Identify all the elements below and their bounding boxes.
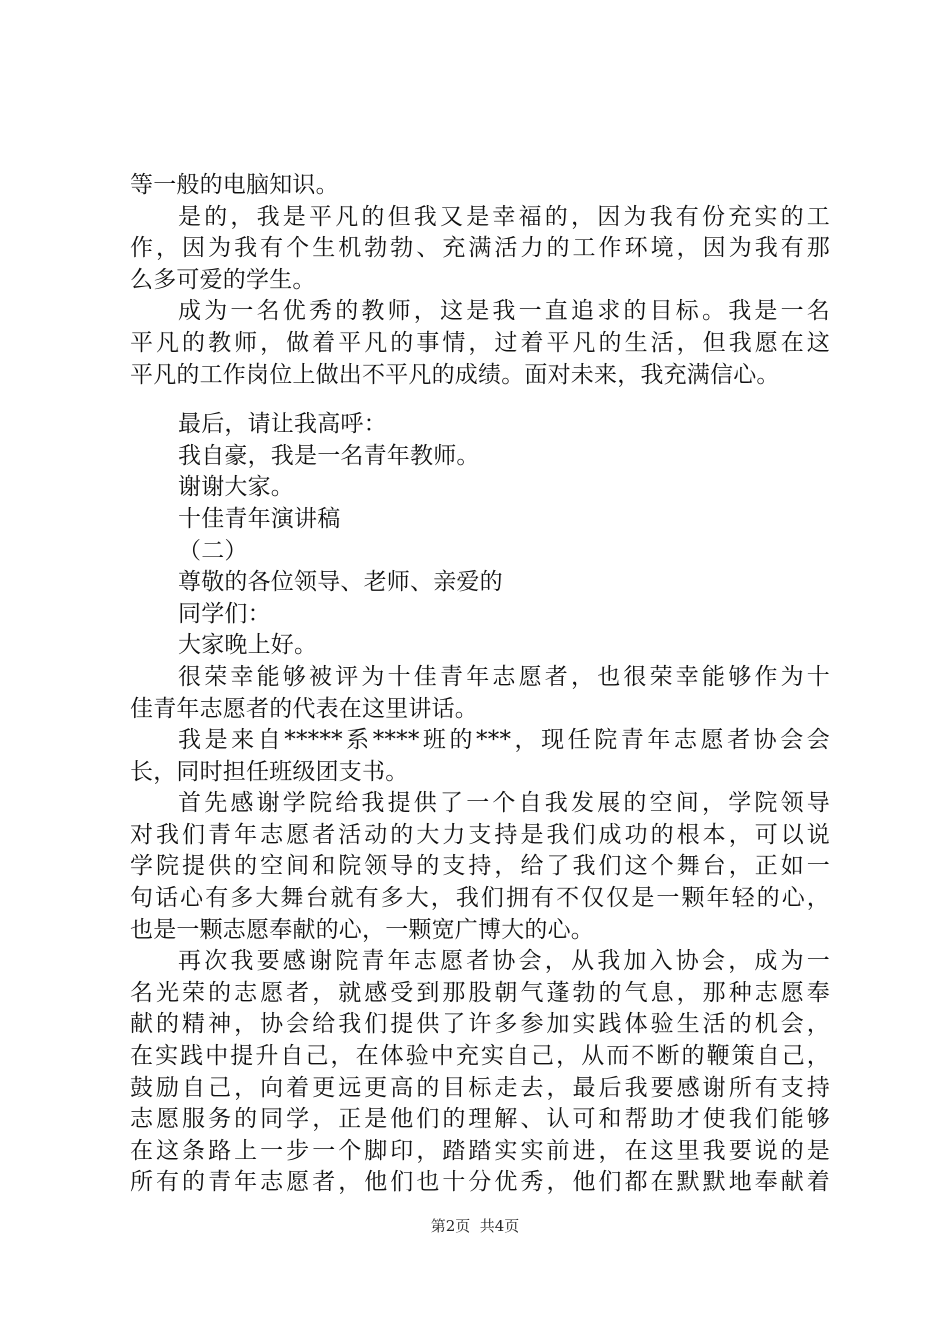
text-line: 所有的青年志愿者，他们也十分优秀，他们都在默默地奉献着 [130,1169,830,1196]
text-line: 在实践中提升自己，在体验中充实自己，从而不断的鞭策自己， [130,1043,830,1070]
paragraph [130,725,830,788]
text-line: 我自豪，我是一名青年教师。 [178,442,480,469]
text-line: 佳青年志愿者的代表在这里讲话。 [130,695,478,722]
text-line: 我是来自*****系****班的***，现任院青年志愿者协会会 [178,727,830,754]
paragraph [130,567,830,599]
text-line: 鼓励自己，向着更远更高的目标走去，最后我要感谢所有支持 [130,1074,830,1101]
text-line: 作，因为我有个生机勃勃、充满活力的工作环境，因为我有那 [130,235,830,262]
text-line: 平凡的工作岗位上做出不平凡的成绩。面对未来，我充满信心。 [130,361,780,388]
text-line: 对我们青年志愿者活动的大力支持是我们成功的根本，可以说 [130,821,830,848]
text-line: 么多可爱的学生。 [130,266,316,293]
text-line: 献的精神，协会给我们提供了许多参加实践体验生活的机会， [130,1011,830,1038]
document-body [130,170,830,1199]
text-line: 也是一颗志愿奉献的心，一颗宽广博大的心。 [130,916,594,943]
paragraph [130,170,830,202]
text-line: 句话心有多大舞台就有多大，我们拥有不仅仅是一颗年轻的心， [130,885,830,912]
text-line: 长，同时担任班级团支书。 [130,758,409,785]
text-line: 同学们： [178,600,271,627]
paragraph [130,536,830,568]
paragraph [130,946,830,1199]
paragraph [130,472,830,504]
paragraph [130,504,830,536]
page-footer: 第2页 共4页 [430,1217,520,1235]
text-line: 是的，我是平凡的但我又是幸福的，因为我有份充实的工 [178,203,830,230]
text-line: 成为一名优秀的教师，这是我一直追求的目标。我是一名 [178,298,830,325]
paragraph [130,409,830,441]
text-line: 再次我要感谢院青年志愿者协会，从我加入协会，成为一 [178,948,830,975]
text-line: 名光荣的志愿者，就感受到那股朝气蓬勃的气息，那种志愿奉 [130,979,830,1006]
text-line: 大家晚上好。 [178,632,318,659]
paragraph [130,788,830,946]
paragraph-gap [130,391,830,409]
paragraph [130,662,830,725]
text-line: 谢谢大家。 [178,474,294,501]
text-line: 尊敬的各位领导、老师、亲爱的 [178,569,503,596]
text-line: 首先感谢学院给我提供了一个自我发展的空间，学院领导 [178,790,830,817]
text-line: 学院提供的空间和院领导的支持，给了我们这个舞台，正如一 [130,853,830,880]
paragraph [130,202,830,297]
text-line: 最后，请让我高呼： [178,411,387,438]
paragraph [130,599,830,631]
text-line: 等一般的电脑知识。 [130,172,339,198]
text-line: （二） [178,537,248,564]
text-line: 很荣幸能够被评为十佳青年志愿者，也很荣幸能够作为十 [178,663,830,690]
text-line: 平凡的教师，做着平凡的事情，过着平凡的生活，但我愿在这 [130,329,830,356]
paragraph [130,441,830,473]
text-line: 在这条路上一步一个脚印，踏踏实实前进，在这里我要说的是 [130,1137,830,1164]
paragraph [130,630,830,662]
text-line: 十佳青年演讲稿 [178,505,341,532]
text-line: 志愿服务的同学，正是他们的理解、认可和帮助才使我们能够 [130,1106,830,1133]
paragraph [130,296,830,391]
